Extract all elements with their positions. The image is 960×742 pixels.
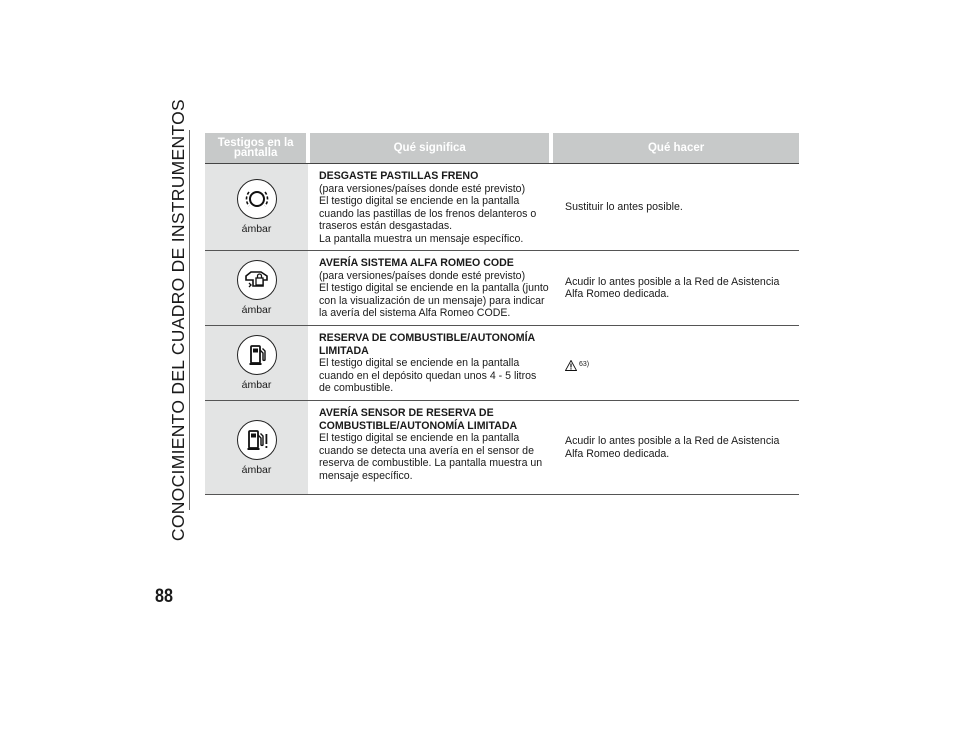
warning-reference-number: 63) [579, 360, 590, 368]
meaning-cell [308, 251, 555, 325]
icon-color-label: ámbar [241, 463, 272, 476]
section-title-vertical [160, 98, 196, 542]
action-cell [555, 164, 799, 250]
action-text: Acudir lo antes posible a la Red de Asistencia Alfa Romeo dedicada. [565, 435, 780, 460]
meaning-cell [308, 401, 555, 494]
warning-lights-table [205, 133, 799, 495]
meaning-title: AVERÍA SENSOR DE RESERVA DE COMBUSTIBLE/AUTONOMÍA LIMITADA [319, 407, 518, 432]
meaning-cell [308, 326, 555, 400]
meaning-description: (para versiones/países donde esté previsto) El testigo digital se enciende en la pantalla cuando las pastillas de los frenos delanteros o traseros están desgastadas. La pantalla muestra un mensaje específico. [319, 182, 537, 245]
section-divider [189, 130, 190, 510]
header-que-hacer: Qué hacer [549, 133, 799, 163]
icon-cell [205, 164, 308, 250]
alfa-romeo-code-icon [237, 260, 277, 300]
meaning-cell [308, 164, 555, 250]
action-cell [555, 326, 799, 400]
header-que-significa: Qué significa [306, 133, 549, 163]
section-title-text: CONOCIMIENTO DEL CUADRO DE INSTRUMENTOS [167, 98, 188, 542]
icon-cell [205, 401, 308, 494]
brake-pad-wear-icon [237, 179, 277, 219]
action-text: Acudir lo antes posible a la Red de Asistencia Alfa Romeo dedicada. [565, 275, 780, 300]
fuel-reserve-icon [237, 335, 277, 375]
icon-color-label: ámbar [241, 223, 272, 235]
table-row [205, 164, 799, 251]
action-cell [555, 251, 799, 325]
icon-cell [205, 251, 308, 325]
page-number: 88 [155, 586, 173, 607]
header-testigos: Testigos en la pantalla [205, 133, 306, 163]
table-row [205, 326, 799, 401]
table-row [205, 251, 799, 326]
table-header [205, 133, 799, 164]
action-text: Sustituir lo antes posible. [565, 200, 683, 213]
fuel-sensor-failure-icon [237, 420, 277, 460]
meaning-title: DESGASTE PASTILLAS FRENO [319, 170, 479, 182]
warning-reference [565, 359, 589, 372]
icon-cell [205, 326, 308, 400]
icon-color-label: ámbar [241, 304, 272, 316]
action-cell [555, 401, 799, 494]
meaning-description: El testigo digital se enciende en la pantalla cuando se detecta una avería en el sensor de reserva de combustible. La pantalla muestra un mensaje específico. [319, 432, 543, 482]
table-row [205, 401, 799, 495]
meaning-description: (para versiones/países donde esté previsto) El testigo digital se enciende en la pantalla (junto con la visualización de un mensaje) para indicar la avería del sistema Alfa Romeo CODE. [319, 269, 549, 319]
meaning-title: AVERÍA SISTEMA ALFA ROMEO CODE [319, 257, 514, 269]
warning-triangle-icon [565, 360, 577, 371]
meaning-description: El testigo digital se enciende en la pantalla cuando en el depósito quedan unos 4 - 5 litros de combustible. [319, 357, 537, 394]
meaning-title: RESERVA DE COMBUSTIBLE/AUTONOMÍA LIMITADA [319, 332, 535, 357]
icon-color-label: ámbar [241, 379, 272, 391]
